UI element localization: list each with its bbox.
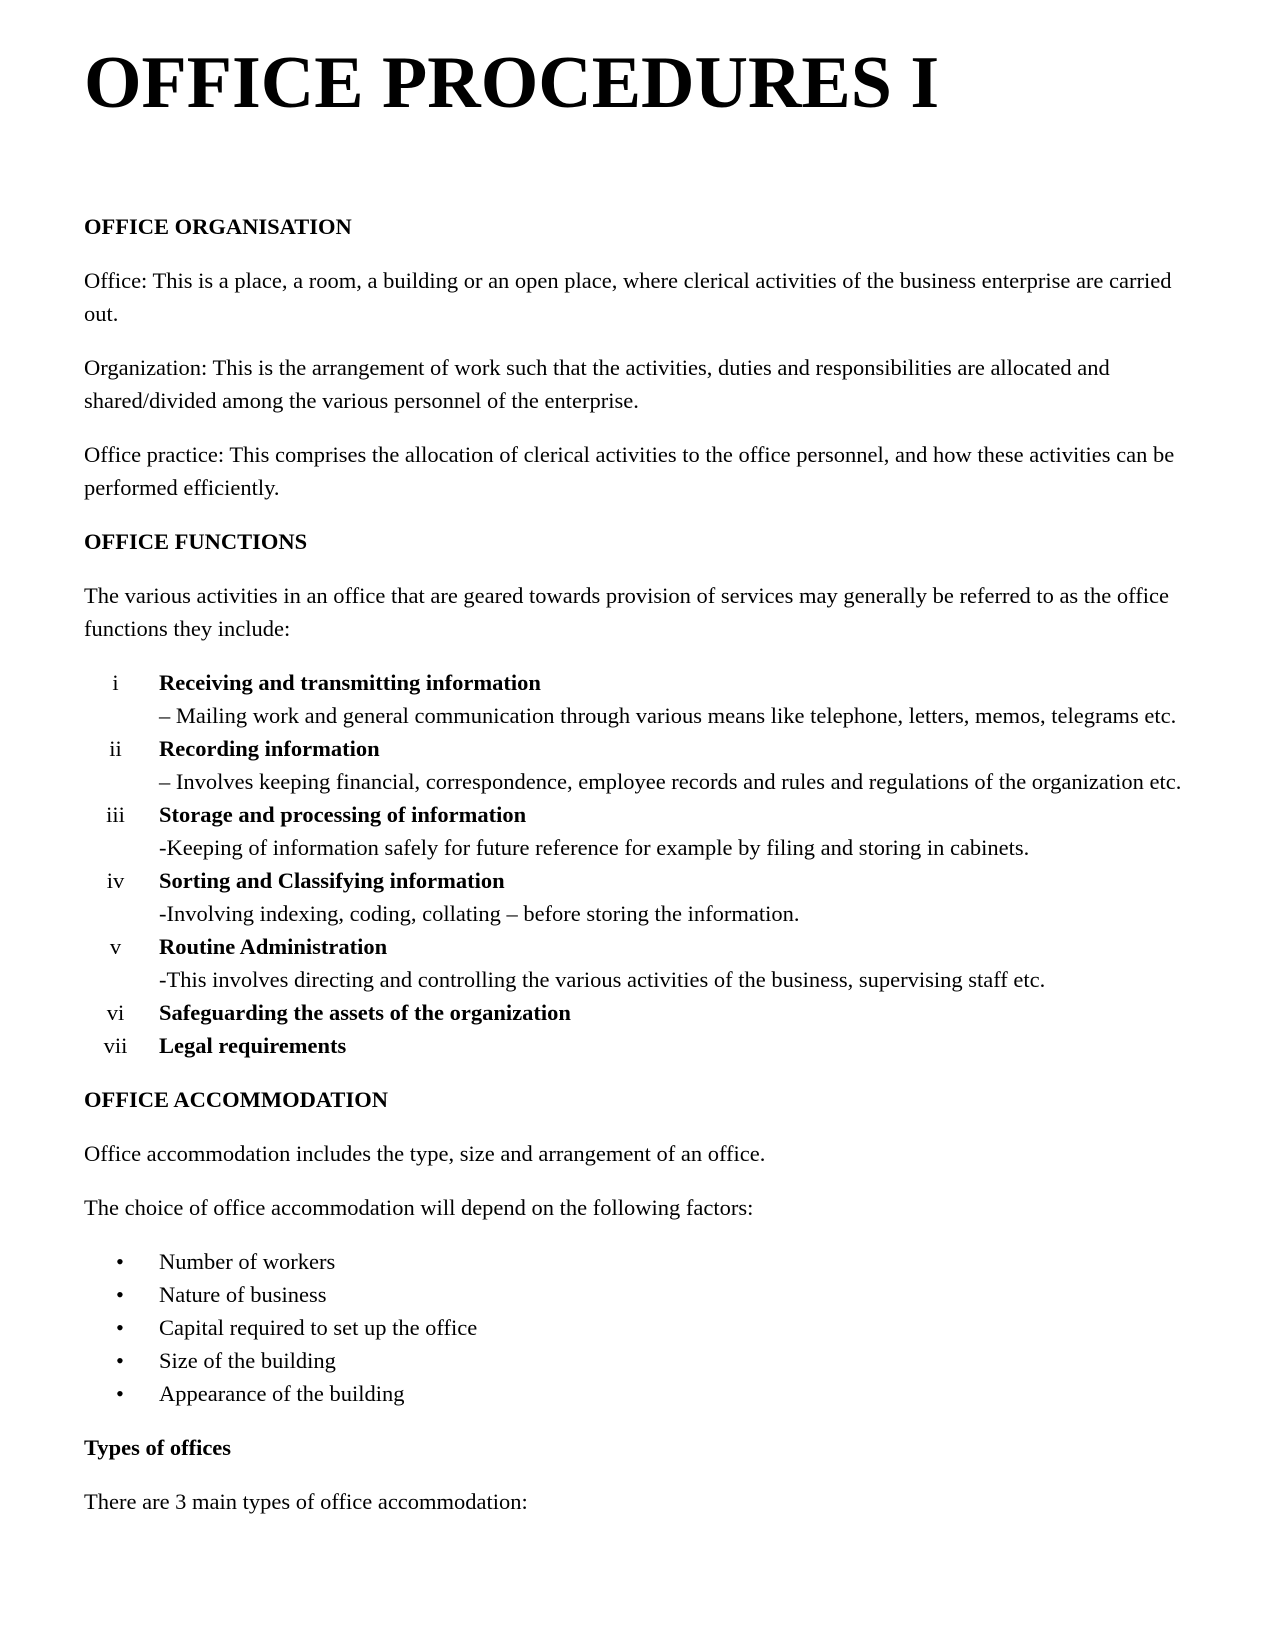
function-number: vi: [106, 1000, 125, 1025]
accommodation-factors-intro: The choice of office accommodation will depend on the following factors:: [84, 1195, 754, 1220]
factor-item: [84, 1311, 1194, 1344]
factor-item: [84, 1344, 1194, 1377]
function-number: v: [109, 934, 122, 959]
office-accommodation-heading: OFFICE ACCOMMODATION: [84, 1087, 388, 1112]
function-number: vii: [103, 1033, 128, 1058]
bullet-icon: •: [116, 1348, 124, 1373]
function-item: [84, 996, 1194, 1029]
organization-definition-paragraph: Organization: This is the arrangement of work such that the activities, duties and responsibilities are allocated and shared/divided among the various personnel of the enterprise.: [84, 355, 1110, 413]
function-number: iii: [106, 802, 125, 827]
bullet-icon: •: [116, 1282, 124, 1307]
factor-text: Appearance of the building: [159, 1381, 405, 1406]
factor-text: Number of workers: [159, 1249, 336, 1274]
document-title: OFFICE PROCEDURES I: [84, 42, 940, 124]
function-title: Recording information: [159, 736, 380, 761]
factor-item: [84, 1278, 1194, 1311]
function-number: i: [112, 670, 119, 695]
function-number: iv: [106, 868, 125, 893]
bullet-icon: •: [116, 1249, 124, 1274]
factor-text: Nature of business: [159, 1282, 327, 1307]
factor-text: Size of the building: [159, 1348, 336, 1373]
function-description: -Keeping of information safely for future reference for example by filing and storing in cabinets.: [159, 835, 1030, 860]
function-number: ii: [109, 736, 122, 761]
function-title: Legal requirements: [159, 1033, 347, 1058]
function-title: Receiving and transmitting information: [159, 670, 541, 695]
factor-text: Capital required to set up the office: [159, 1315, 478, 1340]
function-description: -This involves directing and controlling the various activities of the business, supervising staff etc.: [159, 967, 1046, 992]
function-title: Routine Administration: [159, 934, 388, 959]
function-item: [84, 1029, 1194, 1062]
function-item: [84, 666, 1194, 732]
accommodation-definition-paragraph: Office accommodation includes the type, size and arrangement of an office.: [84, 1141, 766, 1166]
office-practice-definition-paragraph: Office practice: This comprises the allocation of clerical activities to the office personnel, and how these activities can be performed efficiently.: [84, 442, 1175, 500]
function-description: – Mailing work and general communication through various means like telephone, letters, memos, telegrams etc.: [159, 703, 1177, 728]
function-description: – Involves keeping financial, correspondence, employee records and rules and regulations of the organization etc.: [159, 769, 1182, 794]
factor-item: [84, 1377, 1194, 1410]
document-body: [84, 210, 1194, 1539]
function-item: [84, 732, 1194, 798]
factor-item: [84, 1245, 1194, 1278]
bullet-icon: •: [116, 1381, 124, 1406]
function-description: -Involving indexing, coding, collating – before storing the information.: [159, 901, 800, 926]
office-functions-intro: The various activities in an office that are geared towards provision of services may generally be referred to as the office functions they include:: [84, 583, 1169, 641]
function-title: Sorting and Classifying information: [159, 868, 505, 893]
office-definition-paragraph: Office: This is a place, a room, a building or an open place, where clerical activities of the business enterprise are carried out.: [84, 268, 1172, 326]
function-title: Storage and processing of information: [159, 802, 527, 827]
function-title: Safeguarding the assets of the organization: [159, 1000, 571, 1025]
types-of-offices-intro: There are 3 main types of office accommodation:: [84, 1489, 528, 1514]
bullet-icon: •: [116, 1315, 124, 1340]
accommodation-factors-list: [84, 1245, 1194, 1410]
function-item: [84, 798, 1194, 864]
function-item: [84, 864, 1194, 930]
office-functions-heading: OFFICE FUNCTIONS: [84, 529, 308, 554]
types-of-offices-heading: Types of offices: [84, 1435, 232, 1460]
office-functions-list: [84, 666, 1194, 1062]
office-organisation-heading: OFFICE ORGANISATION: [84, 214, 352, 239]
function-item: [84, 930, 1194, 996]
